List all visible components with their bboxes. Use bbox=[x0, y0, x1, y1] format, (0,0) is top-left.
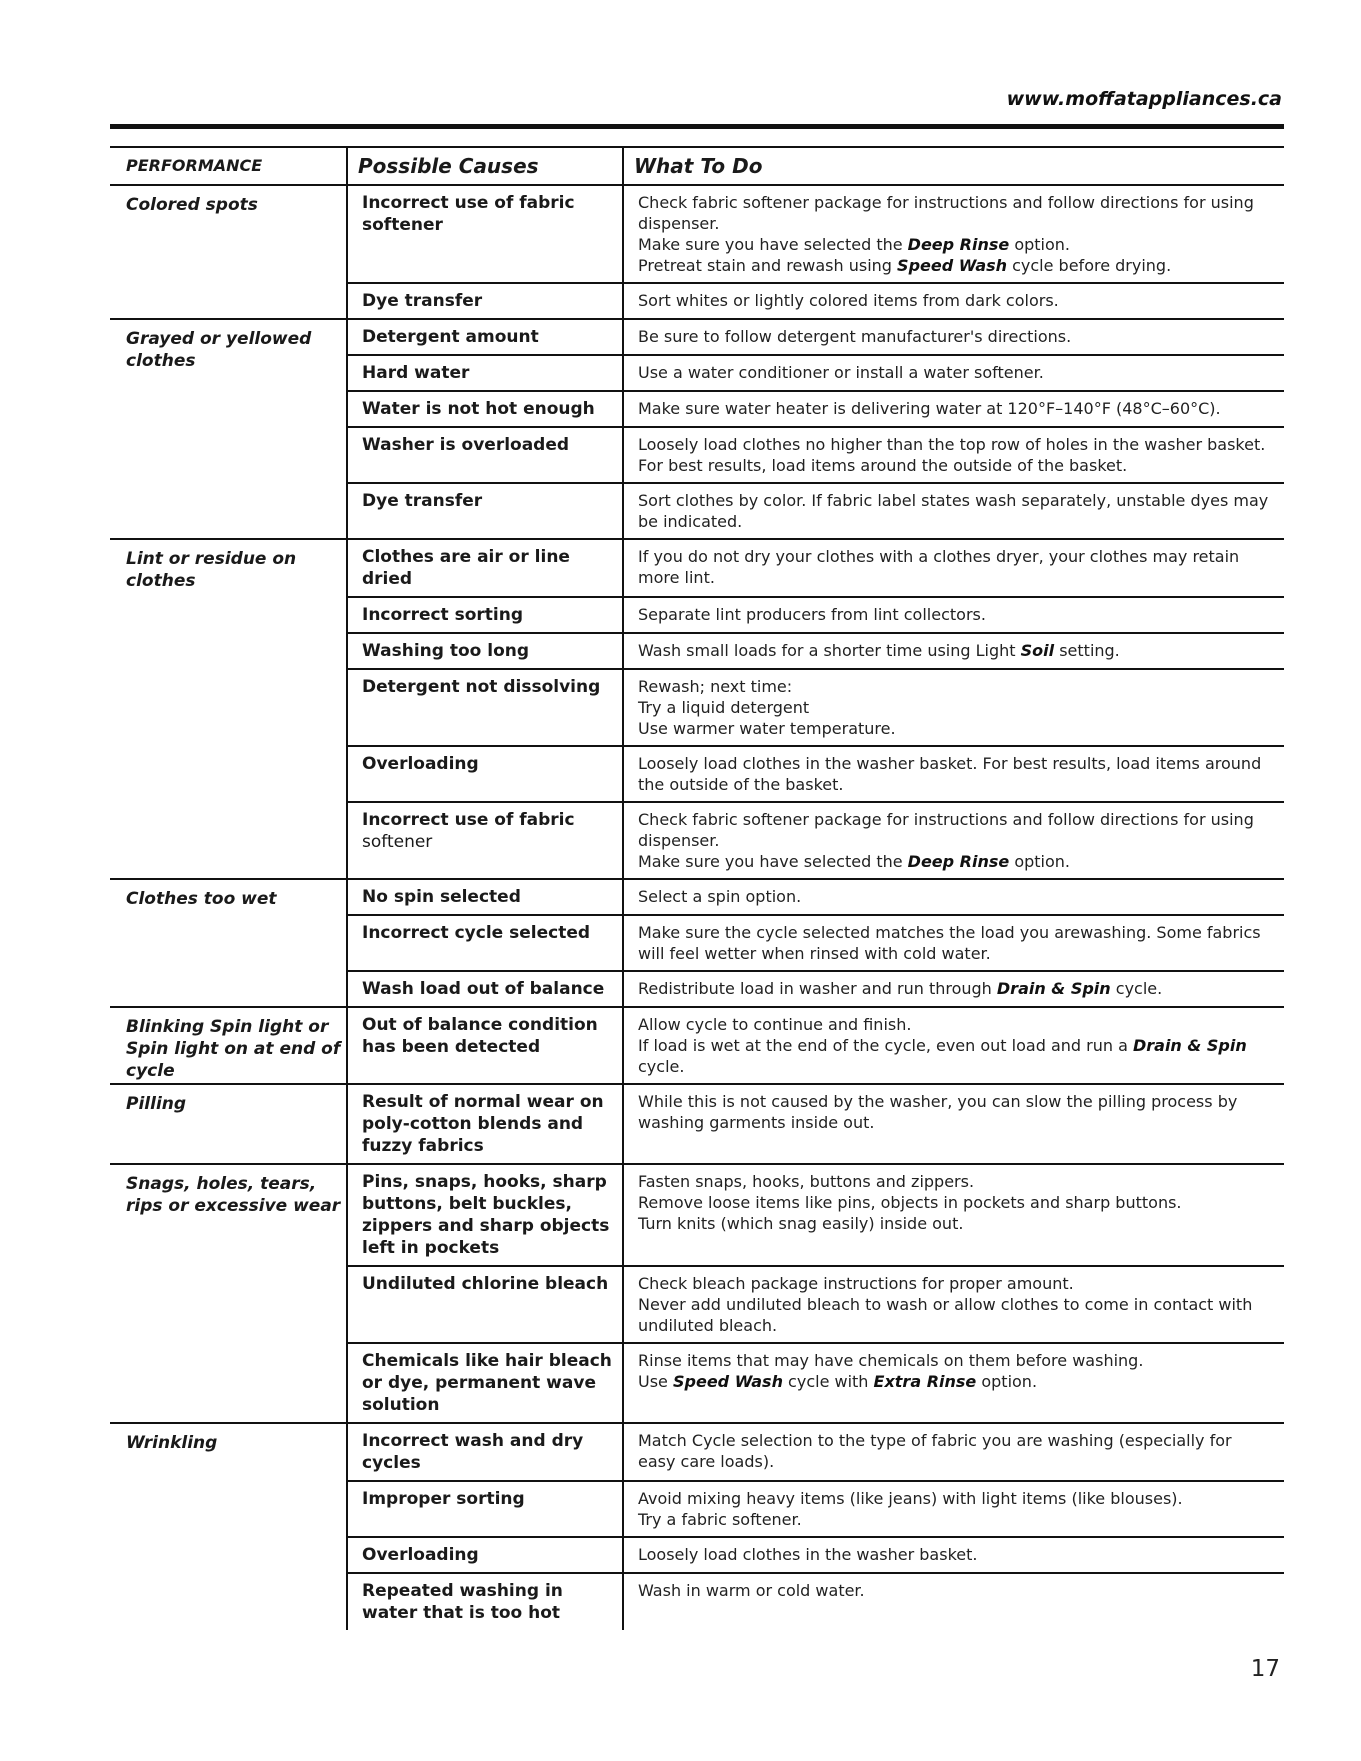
instruction-line bbox=[638, 1171, 1274, 1192]
emphasis-term: Extra Rinse bbox=[873, 1372, 977, 1391]
possible-cause bbox=[346, 747, 622, 801]
instruction-line bbox=[638, 1488, 1274, 1509]
col-header-todo: What To Do bbox=[622, 148, 1284, 184]
instruction-text: Use warmer water temperature. bbox=[638, 719, 896, 738]
problem-group bbox=[110, 540, 1284, 880]
instruction-text: option. bbox=[976, 1372, 1038, 1391]
performance-problem: Lint or residue on clothes bbox=[126, 549, 297, 591]
instruction-text: Loosely load clothes in the washer basket. bbox=[638, 1545, 978, 1564]
emphasis-term: Soil bbox=[1020, 641, 1055, 660]
possible-cause bbox=[346, 320, 622, 354]
instruction-line bbox=[638, 1371, 1274, 1392]
table-row bbox=[346, 634, 1284, 670]
cause-label: Incorrect sorting bbox=[362, 605, 524, 625]
cause-label: Detergent not dissolving bbox=[362, 677, 601, 697]
what-to-do bbox=[622, 670, 1284, 745]
possible-cause bbox=[346, 972, 622, 1006]
instruction-text: Turn knits (which snag easily) inside out. bbox=[638, 1214, 964, 1233]
cause-label: Dye transfer bbox=[362, 291, 483, 311]
what-to-do bbox=[622, 1008, 1284, 1083]
emphasis-term: Deep Rinse bbox=[907, 235, 1010, 254]
instruction-text: Be sure to follow detergent manufacturer's directions. bbox=[638, 327, 1072, 346]
problem-group bbox=[110, 880, 1284, 1008]
table-row bbox=[346, 1165, 1284, 1267]
instruction-line bbox=[638, 546, 1274, 588]
what-to-do bbox=[622, 484, 1284, 538]
performance-problem: Snags, holes, tears, rips or excessive wear bbox=[126, 1174, 341, 1216]
table-row bbox=[346, 1267, 1284, 1344]
instruction-line bbox=[638, 676, 1274, 697]
table-row bbox=[346, 428, 1284, 484]
instruction-text: Remove loose items like pins, objects in pockets and sharp buttons. bbox=[638, 1193, 1182, 1212]
possible-cause bbox=[346, 484, 622, 538]
cause-label: Result of normal wear on poly-cotton blends and fuzzy fabrics bbox=[362, 1092, 604, 1156]
table-row bbox=[346, 1424, 1284, 1482]
instruction-text: setting. bbox=[1054, 641, 1120, 660]
instruction-line bbox=[638, 604, 1274, 625]
instruction-line bbox=[638, 886, 1274, 907]
table-body bbox=[110, 186, 1284, 1630]
cause-label-continued: softener bbox=[362, 832, 433, 852]
instruction-line bbox=[638, 326, 1274, 347]
cause-label: Out of balance condition has been detected bbox=[362, 1015, 598, 1057]
instruction-line bbox=[638, 1192, 1274, 1213]
possible-cause bbox=[346, 916, 622, 970]
instruction-text: Never add undiluted bleach to wash or allow clothes to come in contact with undiluted bleach. bbox=[638, 1295, 1253, 1335]
possible-cause bbox=[346, 186, 622, 282]
cause-label: Incorrect cycle selected bbox=[362, 923, 591, 943]
instruction-text: Try a fabric softener. bbox=[638, 1510, 802, 1529]
possible-cause bbox=[346, 1482, 622, 1536]
possible-cause bbox=[346, 1538, 622, 1572]
table-row bbox=[346, 880, 1284, 916]
what-to-do bbox=[622, 540, 1284, 596]
what-to-do bbox=[622, 916, 1284, 970]
cause-label: Clothes are air or line dried bbox=[362, 547, 570, 589]
instruction-text: Wash small loads for a shorter time using Light bbox=[638, 641, 1021, 660]
cause-label: Washer is overloaded bbox=[362, 435, 570, 455]
cause-label: Incorrect use of fabric softener bbox=[362, 193, 575, 235]
possible-cause bbox=[346, 670, 622, 745]
performance-problem: Clothes too wet bbox=[126, 889, 277, 909]
possible-cause bbox=[346, 880, 622, 914]
instruction-line bbox=[638, 290, 1274, 311]
instruction-line bbox=[638, 434, 1274, 476]
what-to-do bbox=[622, 284, 1284, 318]
instruction-line bbox=[638, 1544, 1274, 1565]
instruction-line bbox=[638, 1430, 1274, 1472]
instruction-text: Sort clothes by color. If fabric label states wash separately, unstable dyes may be indicated. bbox=[638, 491, 1269, 531]
instruction-text: If load is wet at the end of the cycle, even out load and run a bbox=[638, 1036, 1133, 1055]
table-row bbox=[346, 747, 1284, 803]
instruction-text: cycle with bbox=[782, 1372, 874, 1391]
problem-group bbox=[110, 1008, 1284, 1085]
table-row bbox=[346, 186, 1284, 284]
instruction-line bbox=[638, 1091, 1274, 1133]
troubleshooting-table bbox=[110, 146, 1284, 1630]
cause-label: Undiluted chlorine bleach bbox=[362, 1274, 609, 1294]
problem-group bbox=[110, 1165, 1284, 1424]
possible-cause bbox=[346, 428, 622, 482]
website-url: www.moffatappliances.ca bbox=[1006, 88, 1282, 110]
what-to-do bbox=[622, 1482, 1284, 1536]
cause-label: Incorrect use of fabric bbox=[362, 810, 575, 830]
what-to-do bbox=[622, 320, 1284, 354]
instruction-line bbox=[638, 398, 1274, 419]
what-to-do bbox=[622, 186, 1284, 282]
cause-label: Pins, snaps, hooks, sharp buttons, belt buckles, zippers and sharp objects left in pockets bbox=[362, 1172, 610, 1258]
instruction-text: Rinse items that may have chemicals on them before washing. bbox=[638, 1351, 1144, 1370]
instruction-line bbox=[638, 922, 1274, 964]
performance-problem: Pilling bbox=[126, 1094, 187, 1114]
instruction-text: option. bbox=[1009, 235, 1071, 254]
instruction-line bbox=[638, 1350, 1274, 1371]
possible-cause bbox=[346, 1424, 622, 1480]
instruction-text: Use bbox=[638, 1372, 673, 1391]
instruction-line bbox=[638, 192, 1274, 234]
possible-cause bbox=[346, 1165, 622, 1265]
instruction-text: Match Cycle selection to the type of fabric you are washing (especially for easy care loads). bbox=[638, 1431, 1232, 1471]
table-row bbox=[346, 972, 1284, 1006]
possible-cause bbox=[346, 1008, 622, 1083]
instruction-text: Separate lint producers from lint collectors. bbox=[638, 605, 986, 624]
instruction-line bbox=[638, 718, 1274, 739]
problem-group bbox=[110, 320, 1284, 540]
emphasis-term: Speed Wash bbox=[672, 1372, 783, 1391]
possible-cause bbox=[346, 1574, 622, 1630]
instruction-line bbox=[638, 1273, 1274, 1294]
table-row bbox=[346, 392, 1284, 428]
emphasis-term: Deep Rinse bbox=[907, 852, 1010, 871]
table-header bbox=[110, 146, 1284, 186]
table-row bbox=[346, 916, 1284, 972]
possible-cause bbox=[346, 803, 622, 878]
instruction-line bbox=[638, 809, 1274, 851]
instruction-line bbox=[638, 1509, 1274, 1530]
what-to-do bbox=[622, 392, 1284, 426]
instruction-line bbox=[638, 234, 1274, 255]
instruction-text: Wash in warm or cold water. bbox=[638, 1581, 865, 1600]
what-to-do bbox=[622, 1344, 1284, 1422]
what-to-do bbox=[622, 803, 1284, 878]
cause-label: Washing too long bbox=[362, 641, 530, 661]
what-to-do bbox=[622, 1165, 1284, 1265]
instruction-text: Loosely load clothes in the washer basket. For best results, load items around the outside of the basket. bbox=[638, 754, 1262, 794]
table-row bbox=[346, 803, 1284, 878]
instruction-line bbox=[638, 697, 1274, 718]
emphasis-term: Drain & Spin bbox=[996, 979, 1111, 998]
instruction-text: Fasten snaps, hooks, buttons and zippers. bbox=[638, 1172, 975, 1191]
instruction-line bbox=[638, 753, 1274, 795]
performance-problem: Grayed or yellowed clothes bbox=[126, 329, 312, 371]
cause-label: Chemicals like hair bleach or dye, permanent wave solution bbox=[362, 1351, 612, 1415]
possible-cause bbox=[346, 598, 622, 632]
instruction-line bbox=[638, 362, 1274, 383]
instruction-text: Loosely load clothes no higher than the top row of holes in the washer basket. For best results, load items around the outside of the basket. bbox=[638, 435, 1266, 475]
cause-label: Overloading bbox=[362, 754, 479, 774]
cause-label: Wash load out of balance bbox=[362, 979, 605, 999]
emphasis-term: Speed Wash bbox=[897, 256, 1008, 275]
possible-cause bbox=[346, 392, 622, 426]
instruction-text: Use a water conditioner or install a water softener. bbox=[638, 363, 1044, 382]
instruction-line bbox=[638, 978, 1274, 999]
instruction-text: Redistribute load in washer and run through bbox=[638, 979, 997, 998]
table-row bbox=[346, 1538, 1284, 1574]
instruction-line bbox=[638, 490, 1274, 532]
possible-cause bbox=[346, 284, 622, 318]
what-to-do bbox=[622, 356, 1284, 390]
table-row bbox=[346, 1085, 1284, 1163]
what-to-do bbox=[622, 747, 1284, 801]
what-to-do bbox=[622, 428, 1284, 482]
table-row bbox=[346, 540, 1284, 598]
table-row bbox=[346, 1574, 1284, 1630]
possible-cause bbox=[346, 1267, 622, 1342]
instruction-text: Rewash; next time: bbox=[638, 677, 793, 696]
what-to-do bbox=[622, 972, 1284, 1006]
problem-group bbox=[110, 1085, 1284, 1165]
table-row bbox=[346, 670, 1284, 747]
emphasis-term: Drain & Spin bbox=[1132, 1036, 1247, 1055]
cause-label: Improper sorting bbox=[362, 1489, 525, 1509]
instruction-text: Make sure you have selected the bbox=[638, 852, 908, 871]
cause-label: Water is not hot enough bbox=[362, 399, 595, 419]
possible-cause bbox=[346, 540, 622, 596]
cause-label: Repeated washing in water that is too hot bbox=[362, 1581, 563, 1623]
instruction-text: Sort whites or lightly colored items from dark colors. bbox=[638, 291, 1059, 310]
instruction-line bbox=[638, 1294, 1274, 1336]
instruction-line bbox=[638, 851, 1274, 872]
instruction-line bbox=[638, 1014, 1274, 1035]
what-to-do bbox=[622, 1538, 1284, 1572]
performance-problem: Wrinkling bbox=[126, 1433, 218, 1453]
col-header-causes: Possible Causes bbox=[346, 148, 622, 184]
what-to-do bbox=[622, 1267, 1284, 1342]
page-number: 17 bbox=[1250, 1656, 1280, 1682]
instruction-text: cycle before drying. bbox=[1007, 256, 1172, 275]
cause-label: Incorrect wash and dry cycles bbox=[362, 1431, 584, 1473]
possible-cause bbox=[346, 1085, 622, 1163]
instruction-text: Avoid mixing heavy items (like jeans) with light items (like blouses). bbox=[638, 1489, 1183, 1508]
problem-group bbox=[110, 186, 1284, 320]
cause-label: Overloading bbox=[362, 1545, 479, 1565]
instruction-text: Try a liquid detergent bbox=[638, 698, 810, 717]
problem-group bbox=[110, 1424, 1284, 1630]
instruction-text: Check fabric softener package for instructions and follow directions for using dispenser. bbox=[638, 810, 1254, 850]
instruction-text: Pretreat stain and rewash using bbox=[638, 256, 898, 275]
instruction-line bbox=[638, 1035, 1274, 1077]
possible-cause bbox=[346, 634, 622, 668]
possible-cause bbox=[346, 1344, 622, 1422]
what-to-do bbox=[622, 1574, 1284, 1630]
instruction-text: If you do not dry your clothes with a clothes dryer, your clothes may retain more lint. bbox=[638, 547, 1240, 587]
cause-label: Hard water bbox=[362, 363, 470, 383]
table-row bbox=[346, 1008, 1284, 1083]
instruction-line bbox=[638, 640, 1274, 661]
instruction-text: Select a spin option. bbox=[638, 887, 802, 906]
header-rule bbox=[110, 124, 1284, 129]
instruction-text: Make sure you have selected the bbox=[638, 235, 908, 254]
cause-label: Dye transfer bbox=[362, 491, 483, 511]
instruction-text: Check fabric softener package for instructions and follow directions for using dispenser. bbox=[638, 193, 1254, 233]
instruction-text: Allow cycle to continue and finish. bbox=[638, 1015, 912, 1034]
cause-label: No spin selected bbox=[362, 887, 521, 907]
instruction-line bbox=[638, 255, 1274, 276]
instruction-line bbox=[638, 1213, 1274, 1234]
table-row bbox=[346, 1344, 1284, 1422]
what-to-do bbox=[622, 880, 1284, 914]
table-row bbox=[346, 320, 1284, 356]
instruction-text: Make sure water heater is delivering water at 120°F–140°F (48°C–60°C). bbox=[638, 399, 1221, 418]
instruction-text: Check bleach package instructions for proper amount. bbox=[638, 1274, 1074, 1293]
instruction-text: option. bbox=[1009, 852, 1071, 871]
table-row bbox=[346, 284, 1284, 318]
instruction-text: cycle. bbox=[1110, 979, 1163, 998]
what-to-do bbox=[622, 1424, 1284, 1480]
instruction-text: While this is not caused by the washer, you can slow the pilling process by washing garments inside out. bbox=[638, 1092, 1238, 1132]
instruction-line bbox=[638, 1580, 1274, 1601]
instruction-text: cycle. bbox=[638, 1057, 685, 1076]
what-to-do bbox=[622, 634, 1284, 668]
what-to-do bbox=[622, 598, 1284, 632]
col-header-performance: PERFORMANCE bbox=[126, 156, 263, 175]
instruction-text: Make sure the cycle selected matches the load you arewashing. Some fabrics will feel wetter when rinsed with cold water. bbox=[638, 923, 1261, 963]
table-row bbox=[346, 598, 1284, 634]
performance-problem: Colored spots bbox=[126, 195, 258, 215]
table-row bbox=[346, 1482, 1284, 1538]
what-to-do bbox=[622, 1085, 1284, 1163]
table-row bbox=[346, 356, 1284, 392]
performance-problem: Blinking Spin light or Spin light on at end of cycle bbox=[126, 1017, 341, 1081]
table-row bbox=[346, 484, 1284, 538]
cause-label: Detergent amount bbox=[362, 327, 539, 347]
possible-cause bbox=[346, 356, 622, 390]
